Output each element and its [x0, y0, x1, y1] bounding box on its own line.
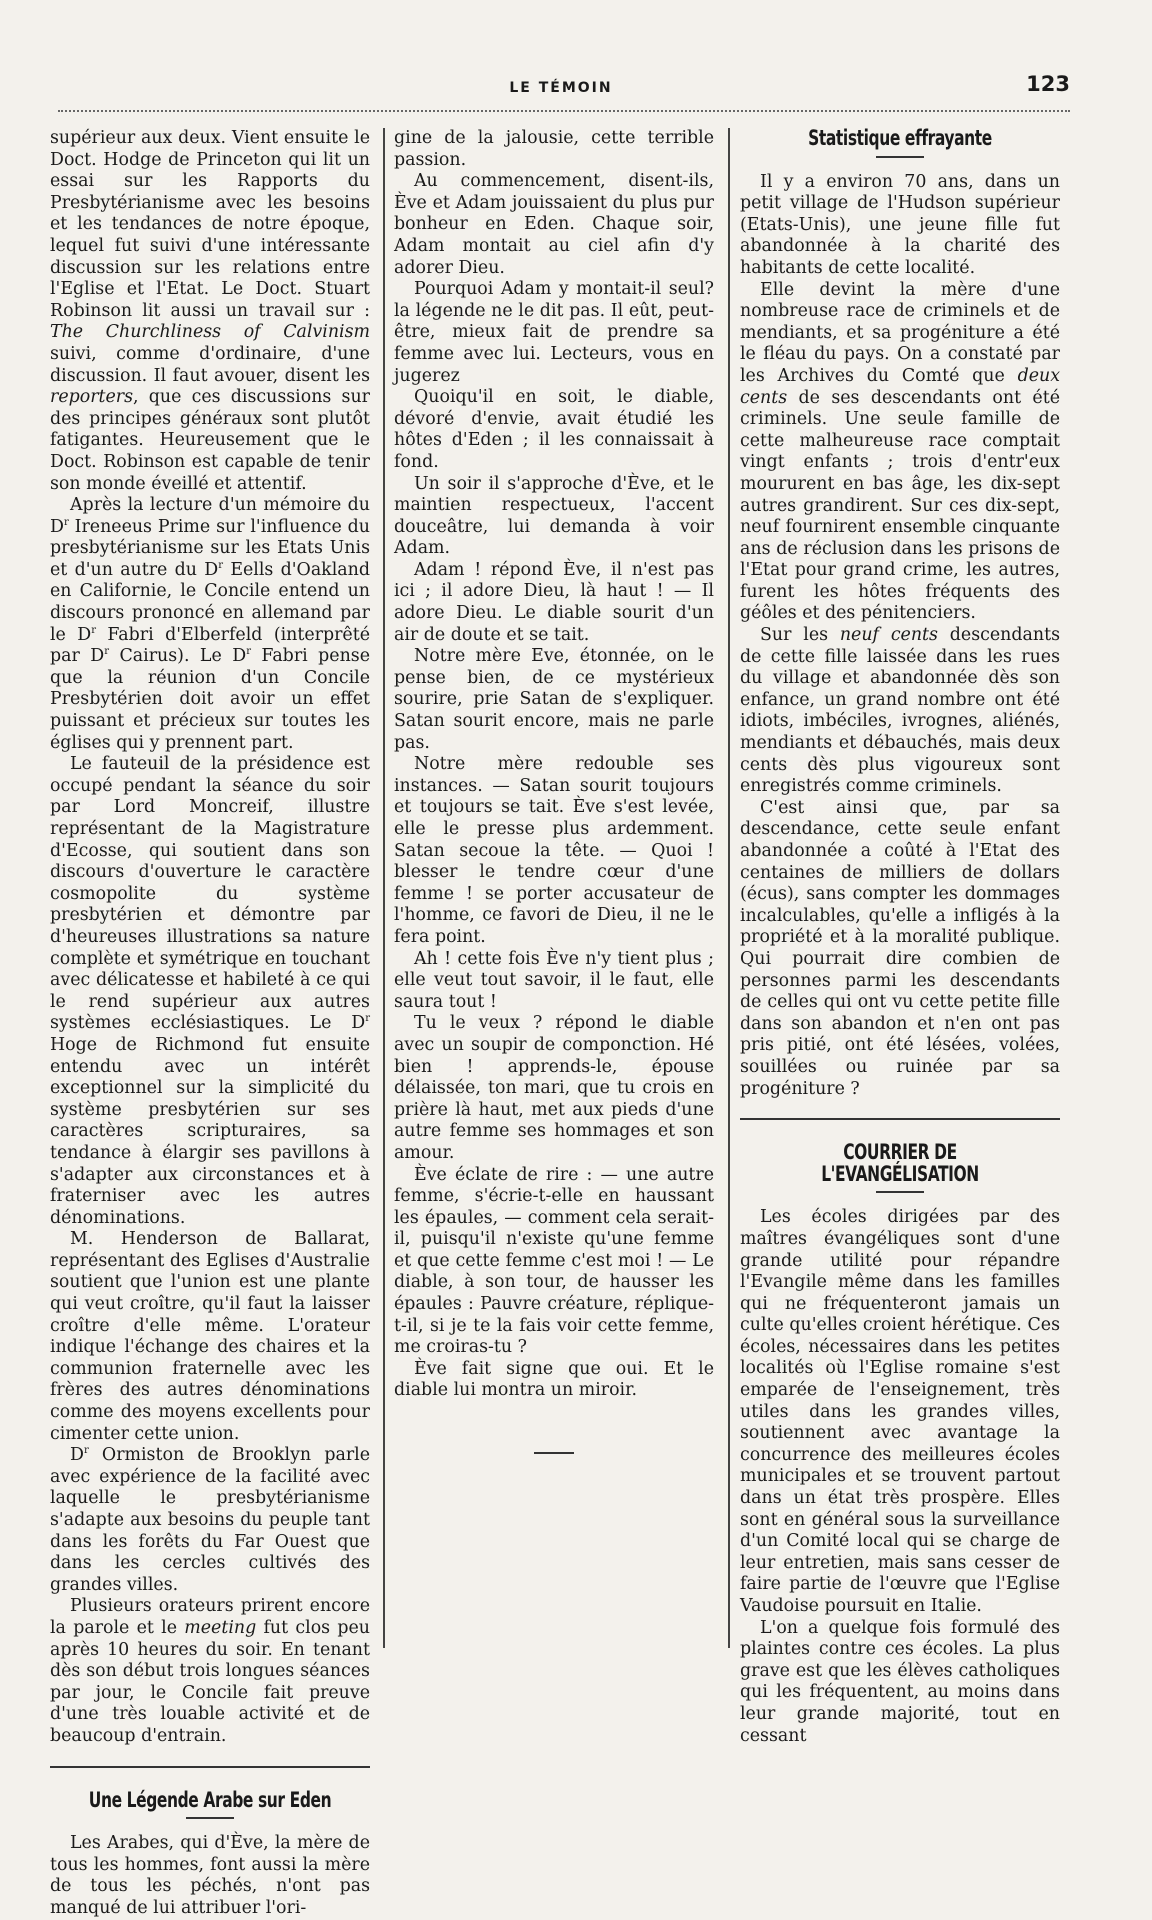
paragraph: L'on a quelque fois formulé des plaintes contre ces écoles. La plus grave est que les élèves catholiques qui les fréquentent, au moins dans leur grande majorité, tout en cessant: [740, 1617, 1060, 1746]
paragraph: Le fauteuil de la présidence est occupé pendant la séance du soir par Lord Moncreif, illustre représentant de la Magistrature d'Ecosse, qui soutient dans son discours d'ouverture le caractère cosmopolite du système presbytérien et démontre par d'heureuses illustrations sa nature complète et symétrique en touchant avec délicatesse et habileté à ce qui le rend supérieur aux autres systèmes ecclésiastiques. Le $D^r$ Hoge de Richmond fut ensuite entendu avec un intérêt exceptionnel sur la simplicité du système presbytérien sur ses caractères scripturaires, sa tendance à élargir ses pavillons à s'adapter aux circonstances et à fraterniser avec les autres dénominations.: [50, 754, 370, 1228]
page-header: [52, 72, 1070, 108]
paragraph: Plusieurs orateurs prirent encore la parole et le meeting fut clos peu après 10 heures du soir. En tenant dès son début trois longues séances par jour, le Concile fait preuve d'une très louable activité et de beaucoup d'entrain.: [50, 1596, 370, 1746]
paragraph: Au commencement, disent-ils, Ève et Adam jouissaient du plus pur bonheur en Eden. Chaque soir, Adam montait au ciel afin d'y adorer Dieu.: [394, 171, 714, 278]
column-divider-1: [383, 128, 385, 1648]
section-rule: [740, 1118, 1060, 1120]
column-1: [50, 128, 371, 1918]
heading-rule: [876, 156, 924, 158]
article-heading: Une Légende Arabe sur Eden: [88, 1787, 332, 1812]
section-heading: COURRIER DE L'EVANGÉLISATION: [821, 1140, 979, 1186]
italic-word: reporters: [50, 387, 134, 408]
paragraph: Un soir il s'approche d'Ève, et le maintien respectueux, l'accent douceâtre, lui demanda à voir Adam.: [394, 473, 714, 559]
paragraph: C'est ainsi que, par sa descendance, cette seule enfant abandonnée a coûté à l'Etat des centaines de milliers de dollars (écus), sans compter les dommages incalculables, qu'elle a infligés à la propriété et à la moralité publique. Qui pourrait dire combien de personnes parmi les descendants de celles qui ont vu cette petite fille dans son abandon et n'en ont pas pris pitié, ont été lésées, volées, souillées ou ruinée par sa progéniture ?: [740, 797, 1060, 1099]
header-rule: [58, 110, 1070, 112]
paragraph: Sur les neuf cents descendants de cette fille laissée dans les rues du village et abandonnée dès son enfance, un grand nombre ont été idiots, imbéciles, ivrognes, aliénés, mendiants et débauchés, mais deux cents dès plus vigoureux sont enregistrés comme criminels.: [740, 625, 1060, 797]
section-rule: [50, 1766, 370, 1768]
paragraph: Il y a environ 70 ans, dans un petit village de l'Hudson supérieur (Etats-Unis), une jeune fille fut abandonnée à la charité des habitants de cette localité.: [740, 171, 1060, 278]
paragraph: Elle devint la mère d'une nombreuse race de criminels et de mendiants, et sa progéniture a été le fléau du pays. On a constaté par les Archives du Comté que deux cents de ses descendants ont été criminels. Une seule famille de cette malheureuse race comptait vingt enfants ; trois d'entr'eux moururent en bas âge, les dix-sept autres grandirent. Sur ces dix-sept, neuf fournirent ensemble cinquante ans de réclusion dans les prisons de l'Etat pour grand crime, les autres, furent les hôtes fréquents des géôles et des pénitenciers.: [740, 279, 1061, 624]
italic-word: deux cents: [740, 365, 1061, 408]
column-2: [394, 128, 714, 1658]
column-3: [740, 126, 1061, 1746]
journal-title: LE TÉMOIN: [509, 80, 613, 96]
paragraph: Ève éclate de rire : — une autre femme, s'écrie-t-elle en haussant les épaules, — comment cela serait-il, puisqu'il n'existe qu'une femme et que cette femme c'est moi ! — Le diable, à son tour, de hausser les épaules : Pauvre créature, réplique-t-il, si je te la fais voir cette femme, me croiras-tu ?: [394, 1164, 714, 1358]
paragraph: Ève fait signe que oui. Et le diable lui montra un miroir.: [394, 1358, 714, 1401]
paragraph: Notre mère redouble ses instances. — Satan sourit toujours et toujours se tait. Ève s'est levée, elle le presse plus ardemment. Satan secoue la tête. — Quoi ! blesser le tendre cœur d'une femme ! se porter accusateur de l'homme, ce favori de Dieu, il ne le fera point.: [394, 754, 714, 947]
italic-word: neuf cents: [839, 625, 938, 646]
italic-title: The Churchliness of Calvinism: [50, 322, 370, 343]
italic-word: meeting: [184, 1617, 257, 1638]
paragraph: Notre mère Eve, étonnée, on le pense bien, de ce mystérieux sourire, prie Satan de s'expliquer. Satan sourit encore, mais ne parle pas.: [394, 646, 714, 753]
paragraph: Les écoles dirigées par des maîtres évangéliques sont d'une grande utilité pour répandre l'Evangile même dans les familles qui ne fréquenteront jamais un culte qu'elles croient hérétique. Ces écoles, nécessaires dans les petites localités où l'Eglise romaine s'est emparée de l'enseignement, très utiles dans les grandes villes, soutiennent avec avantage la concurrence des meilleures écoles municipales et se trouvent partout dans un état très prospère. Elles sont en général sous la surveillance d'un Comité local qui se charge de leur entretien, mais sans cesser de faire partie de l'œuvre que l'Eglise Vaudoise poursuit en Italie.: [740, 1207, 1060, 1616]
paragraph: Tu le veux ? répond le diable avec un soupir de componction. Hé bien ! apprends-le, épouse délaissée, ton mari, que tu crois en prière là haut, met aux pieds d'une autre femme ses hommages et son amour.: [394, 1013, 714, 1163]
heading-rule: [876, 1191, 924, 1193]
paragraph: Adam ! répond Ève, il n'est pas ici ; il adore Dieu, là haut ! — Il adore Dieu. Le diable sourit d'un air de doute et se tait.: [394, 559, 714, 645]
paragraph: M. Henderson de Ballarat, représentant des Eglises d'Australie soutient que l'union est une plante qui veut croître, qu'il faut la laisser croître d'elle même. L'orateur indique l'échange des chaires et la communion fraternelle avec les frères des autres dénominations comme des moyens excellents pour cimenter cette union.: [50, 1229, 371, 1444]
paragraph: gine de la jalousie, cette terrible passion.: [394, 128, 714, 170]
page-number: 123: [1026, 72, 1070, 96]
paragraph: Ah ! cette fois Ève n'y tient plus ; elle veut tout savoir, il le faut, elle saura tout !: [394, 948, 714, 1012]
paragraph: Après la lecture d'un mémoire du $D^r$ Ireneeus Prime sur l'influence du presbytérianisme sur les Etats Unis et d'un autre du $D^r$ Eells d'Oakland en Californie, le Concile entend un discours prononcé en allemand par le $D^r$ Fabri d'Elberfeld (interprêté par $D^r$ Cairus). Le $D^r$ Fabri pense que la réunion d'un Concile Presbytérien doit avoir un effet puissant et précieux sur toutes les églises qui y prennent part.: [50, 495, 370, 753]
column-divider-2: [728, 128, 730, 1648]
paragraph: $D^r$ Ormiston de Brooklyn parle avec expérience de la facilité avec laquelle le presbytérianisme s'adapte aux besoins du peuple tant dans les forêts du Far Ouest que dans les cercles cultivés des grandes villes.: [50, 1445, 370, 1595]
paragraph: supérieur aux deux. Vient ensuite le Doct. Hodge de Princeton qui lit un essai sur les Rapports du Presbytérianisme avec les besoins et les tendances de notre époque, lequel fut suivi d'une intéressante discussion sur les relations entre l'Eglise et l'Etat. Le Doct. Stuart Robinson lit aussi un travail sur : The Churchliness of Calvinism suivi, comme d'ordinaire, d'une discussion. Il faut avouer, disent les reporters, que ces discussions sur des principes généraux sont plutôt fatigantes. Heureusement que le Doct. Robinson est capable de tenir son monde éveillé et attentif.: [50, 128, 370, 494]
article-heading: Statistique effrayante: [808, 126, 992, 150]
heading-rule: [186, 1817, 234, 1819]
paragraph: Pourquoi Adam y montait-il seul? la légende ne le dit pas. Il eût, peut-être, mieux fait de prendre sa femme avec lui. Lecteurs, vous en jugerez: [394, 279, 714, 386]
paragraph: Quoiqu'il en soit, le diable, dévoré d'envie, avait étudié les hôtes d'Eden ; il les connaissait à fond.: [394, 387, 714, 472]
paragraph: Les Arabes, qui d'Ève, la mère de tous les hommes, font aussi la mère de tous les péchés, n'ont pas manqué de lui attribuer l'ori-: [50, 1833, 370, 1918]
end-rule: [534, 1452, 574, 1454]
